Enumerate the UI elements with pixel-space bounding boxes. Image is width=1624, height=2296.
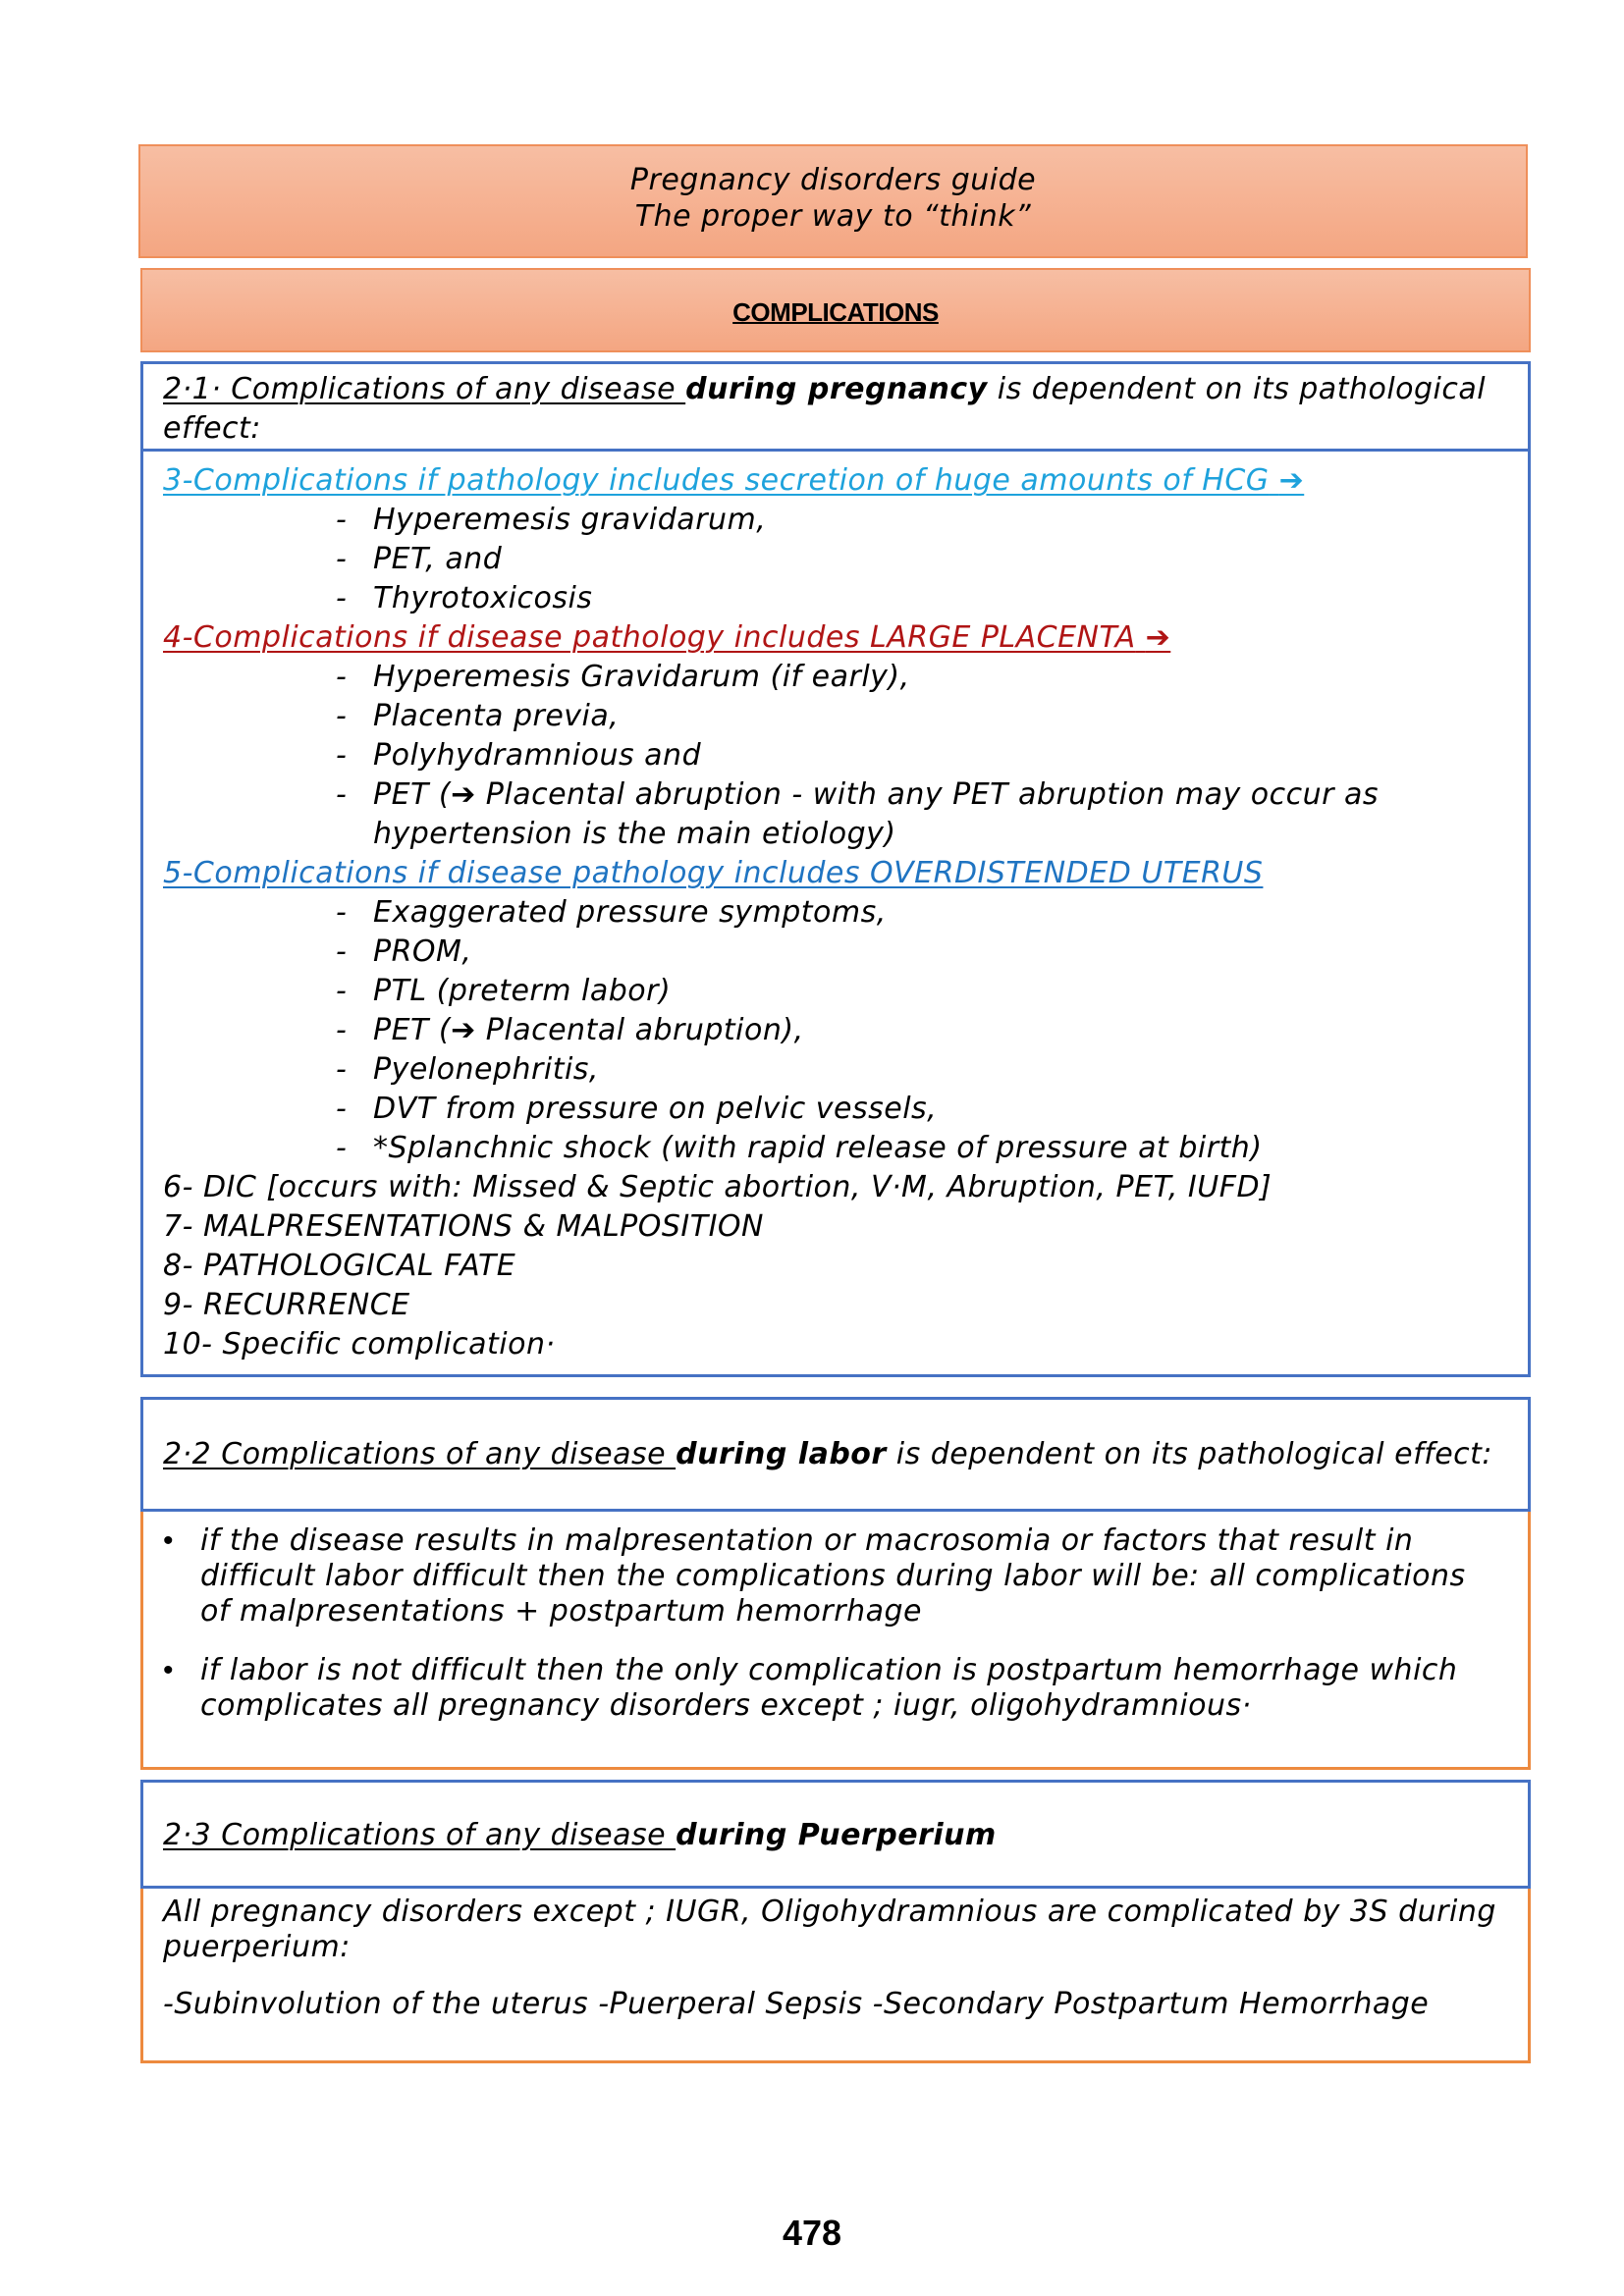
section-2-2-body <box>140 1512 1531 1770</box>
section-title: COMPLICATIONS <box>732 297 939 327</box>
group-uterus-title: 5-Complications if disease pathology includes OVERDISTENDED UTERUS <box>163 856 1264 890</box>
list-item: - Exaggerated pressure symptoms, <box>336 895 887 930</box>
list-item: - PET (➔ Placental abruption), <box>336 1013 804 1047</box>
list-item: - Thyrotoxicosis <box>336 581 593 615</box>
heading-underlined: 2·1· Complications of any disease <box>163 372 686 406</box>
complication-list: -Subinvolution of the uterus -Puerperal Sepsis -Secondary Postpartum Hemorrhage <box>163 1987 1430 2021</box>
list-item: - PET (➔ Placental abruption - with any PET abruption may occur as <box>336 777 1379 812</box>
list-item: - Hyperemesis gravidarum, <box>336 503 767 537</box>
heading-rest: is dependent on its pathological <box>987 372 1487 406</box>
list-item: - DVT from pressure on pelvic vessels, <box>336 1092 938 1126</box>
section-2-1-heading <box>140 361 1531 452</box>
list-item: - PTL (preterm labor) <box>336 974 672 1008</box>
title-line-1: Pregnancy disorders guide <box>629 163 1037 197</box>
arrow-right-icon: ➔ <box>1278 463 1305 498</box>
section-banner <box>140 268 1531 352</box>
title-line-2: The proper way to “think” <box>634 199 1032 234</box>
title-banner <box>138 144 1528 258</box>
numbered-item: 9- RECURRENCE <box>163 1288 410 1322</box>
group-hcg-title: 3-Complications if pathology includes secretion of huge amounts of HCG ➔ <box>163 463 1305 498</box>
arrow-right-icon: ➔ <box>1145 620 1171 655</box>
numbered-item: 10- Specific complication· <box>163 1327 556 1362</box>
numbered-item: 6- DIC [occurs with: Missed & Septic abortion, V·M, Abruption, PET, IUFD] <box>163 1170 1272 1204</box>
list-item-continuation: hypertension is the main etiology) <box>373 817 896 851</box>
bullet-item: • if labor is not difficult then the only complication is postpartum hemorrhage which complicates all pregnancy disorders except ; iugr, oligohydramnious· <box>163 1653 1508 1724</box>
heading-line-2: effect: <box>163 411 261 446</box>
list-item: - Polyhydramnious and <box>336 738 702 773</box>
section-2-2 <box>140 1397 1531 1770</box>
numbered-item: 7- MALPRESENTATIONS & MALPOSITION <box>163 1209 764 1244</box>
heading-bold: during pregnancy <box>685 372 988 406</box>
section-2-1-body <box>140 452 1531 1377</box>
section-2-3-heading: 2·3 Complications of any disease during Puerperium <box>140 1780 1531 1889</box>
list-item: - Hyperemesis Gravidarum (if early), <box>336 660 910 694</box>
section-2-2-heading: 2·2 Complications of any disease during labor is dependent on its pathological effect: <box>140 1397 1531 1512</box>
section-2-3-body <box>140 1889 1531 2063</box>
page-number: 478 <box>782 2213 842 2253</box>
list-item: - Placenta previa, <box>336 699 620 733</box>
section-2-3 <box>140 1780 1531 2063</box>
list-item: - *Splanchnic shock (with rapid release of pressure at birth) <box>336 1131 1263 1165</box>
section-2-1 <box>140 361 1531 1377</box>
group-placenta-title: 4-Complications if disease pathology includes LARGE PLACENTA ➔ <box>163 620 1171 655</box>
list-item: - PROM, <box>336 934 472 969</box>
bullet-item: • if the disease results in malpresentation or macrosomia or factors that result in difficult labor difficult then the complications during labor will be: all complications of malpresentations + postpartum hemorrhage <box>163 1523 1508 1629</box>
paragraph: All pregnancy disorders except ; IUGR, Oligohydramnious are complicated by 3S during puerperium: <box>163 1895 1496 1964</box>
list-item: - PET, and <box>336 542 503 576</box>
list-item: - Pyelonephritis, <box>336 1052 599 1087</box>
numbered-item: 8- PATHOLOGICAL FATE <box>163 1249 516 1283</box>
